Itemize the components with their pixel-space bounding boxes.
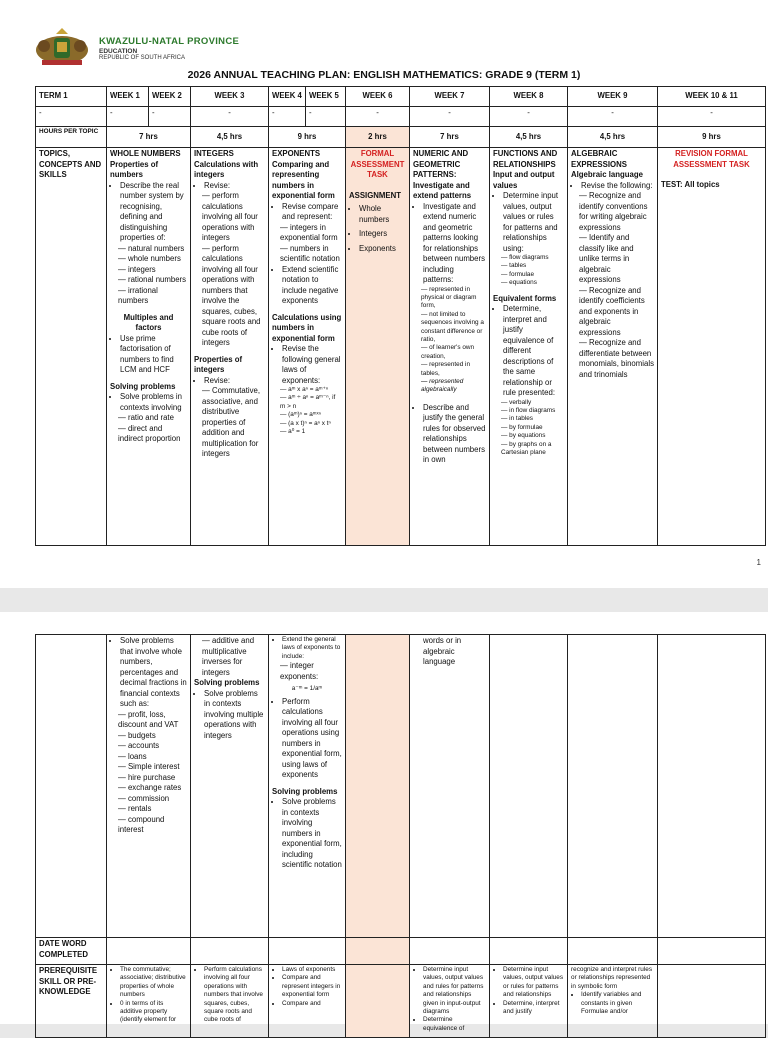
topics-label: TOPICS, CONCEPTS AND SKILLS — [36, 148, 107, 546]
teaching-plan-table — [35, 86, 766, 546]
exponent-law: — aᵐ ÷ aⁿ = aᵐ⁻ⁿ, if m > n — [280, 394, 342, 411]
dash-item: — whole numbers — [118, 254, 187, 265]
date-cell[interactable] — [490, 938, 568, 965]
bullet-item: • Determine, interpret and justify equivalence of different descriptions of the same relationship or rule presented: — [503, 304, 564, 399]
dash-item: — integers in exponential form — [280, 223, 342, 244]
bullet-item: • Revise compare and represent: — [282, 202, 342, 223]
bullet-item: • Solve problems in contexts involving — [120, 392, 187, 413]
dash-item: — represented algebraically — [421, 378, 486, 395]
prerequisite-label: PREREQUISITE SKILL OR PRE-KNOWLEDGE — [36, 965, 107, 1038]
document-title: 2026 ANNUAL TEACHING PLAN: ENGLISH MATHEMATICS: GRADE 9 (TERM 1) — [187, 69, 581, 81]
dash-item: — commission — [118, 794, 187, 805]
subtopic-heading: Calculations using numbers in exponential form — [272, 312, 342, 343]
department-name — [99, 48, 185, 62]
prereq-w1011 — [658, 965, 766, 1038]
dash-item: — rational numbers — [118, 275, 187, 286]
dash-item: — in flow diagrams — [501, 407, 564, 415]
date-cell[interactable] — [191, 938, 269, 965]
dash-item: — hire purchase — [118, 773, 187, 784]
prereq-w12 — [107, 965, 191, 1038]
dept-line-2: REPUBLIC OF SOUTH AFRICA — [99, 55, 186, 61]
hours-w1011: 9 hrs — [658, 127, 766, 148]
dash-cell: - — [191, 107, 269, 127]
province-name: KWAZULU-NATAL PROVINCE — [99, 36, 240, 47]
topic-formal-assessment — [346, 148, 410, 546]
bullet-item: • Use prime factorisation of numbers to find LCM and HCF — [120, 334, 187, 376]
dash-item: — Recognize and differentiate between monomials, binomials and trinomials — [579, 338, 654, 380]
dash-cell: - — [269, 107, 306, 127]
assessment-item: • Integers — [359, 229, 406, 240]
topic-heading: FUNCTIONS AND RELATIONSHIPS — [493, 149, 558, 169]
prereq-w45 — [269, 965, 346, 1038]
subtopic-heading: Solving problems — [272, 786, 338, 796]
bullet-item: • Revise: — [204, 181, 265, 192]
hours-w45: 9 hrs — [269, 127, 346, 148]
dash-item: — additive and multiplicative inverses for integers — [202, 636, 265, 678]
assessment-item: • Whole numbers — [359, 204, 406, 225]
col-week-2: WEEK 2 — [149, 87, 191, 107]
topic-functions-cont — [490, 635, 568, 938]
bullet-item: • Extend the general laws of exponents to include: — [282, 636, 342, 661]
page-number: 1 — [756, 558, 761, 567]
dash-item: — rentals — [118, 804, 187, 815]
bullet-item: • Identify variables and constants in given Formulae and/or — [581, 991, 654, 1016]
dash-item: — represented in tables, — [421, 361, 486, 378]
dash-item: — perform calculations involving all four operations with integers — [202, 191, 265, 244]
dash-item: — verbally — [501, 399, 564, 407]
dash-cell: - — [658, 107, 766, 127]
topic-heading: EXPONENTS — [272, 149, 321, 158]
bullet-item: • Solve problems that involve whole numbers, percentages and decimal fractions in financial contexts such as: — [120, 636, 187, 710]
exponent-law: — a⁰ = 1 — [280, 428, 342, 436]
prereq-w7 — [410, 965, 490, 1038]
hours-w6: 2 hrs — [346, 127, 410, 148]
dash-item: — formulae — [501, 271, 564, 279]
bullet-item: • Determine, interpret and justify — [503, 1000, 564, 1017]
bullet-item: • Solve problems in contexts involving numbers in exponential form, including scientific notation — [282, 797, 342, 871]
prereq-w9 — [568, 965, 658, 1038]
exponent-formula: a⁻ᵐ = 1/aᵐ — [291, 685, 323, 693]
dash-item: — by equations — [501, 432, 564, 440]
topics-continued-row — [36, 635, 766, 938]
subtopic-heading: Investigate and extend patterns — [413, 180, 472, 200]
topic-revision-cont — [658, 635, 766, 938]
prereq-w3 — [191, 965, 269, 1038]
subtopic-heading: Comparing and representing numbers in exponential form — [272, 159, 335, 200]
date-cell[interactable] — [568, 938, 658, 965]
dash-cell: - — [346, 107, 410, 127]
topic-heading: NUMERIC AND GEOMETRIC PATTERNS: — [413, 149, 469, 179]
continued-text: words or in algebraic language — [423, 636, 462, 666]
dash-cell: - — [490, 107, 568, 127]
dash-item: — represented in physical or diagram form, — [421, 286, 486, 311]
prereq-w6 — [346, 965, 410, 1038]
dash-item: — exchange rates — [118, 783, 187, 794]
exponent-law: — (aᵐ)ⁿ = aᵐˣⁿ — [280, 411, 342, 419]
dept-line-1: EDUCATION — [99, 48, 138, 55]
exponent-law: — aᵐ x aⁿ = aᵐ⁺ⁿ — [280, 386, 342, 394]
dash-cell: - — [410, 107, 490, 127]
bullet-item: • Revise the following general laws of exponents: — [282, 344, 342, 386]
dash-cell: - — [36, 107, 107, 127]
col-week-6: WEEK 6 — [346, 87, 410, 107]
prereq-w8 — [490, 965, 568, 1038]
col-term: TERM 1 — [36, 87, 107, 107]
hours-w7: 7 hrs — [410, 127, 490, 148]
week-header-row — [36, 87, 766, 107]
bullet-item: • Determine input values, output values or rules for patterns and relationships — [503, 966, 564, 1000]
formal-assessment-cont — [346, 635, 410, 938]
topic-algebraic-expressions — [568, 148, 658, 546]
date-cell[interactable] — [107, 938, 191, 965]
bullet-item: • Describe the real number system by recognising, defining and distinguishing properties of: — [120, 181, 187, 244]
assessment-item: • Exponents — [359, 244, 406, 255]
date-cell[interactable] — [269, 938, 346, 965]
bullet-item: • Revise: — [204, 376, 265, 387]
topic-heading: ALGEBRAIC EXPRESSIONS — [571, 149, 627, 169]
test-heading: TEST: All topics — [661, 180, 720, 189]
page-2 — [0, 612, 768, 1032]
dash-item: — compound interest — [118, 815, 187, 836]
bullet-item: • Perform calculations involving all four operations with numbers that involve squares, cubes, square roots and cube roots of — [204, 966, 265, 1025]
dash-cell: - — [107, 107, 149, 127]
topic-functions — [490, 148, 568, 546]
topic-whole-numbers — [107, 148, 191, 546]
date-cell[interactable] — [410, 938, 490, 965]
hours-w3: 4,5 hrs — [191, 127, 269, 148]
topic-exponents — [269, 148, 346, 546]
topics-row — [36, 148, 766, 546]
revision-heading: REVISION FORMAL ASSESSMENT TASK — [673, 149, 750, 169]
col-week-7: WEEK 7 — [410, 87, 490, 107]
assessment-heading: FORMAL ASSESSMENT TASK — [350, 149, 405, 179]
dash-item: — natural numbers — [118, 244, 187, 255]
col-week-10-11: WEEK 10 & 11 — [658, 87, 766, 107]
col-week-9: WEEK 9 — [568, 87, 658, 107]
dash-item: — tables — [501, 262, 564, 270]
dash-item: — ratio and rate — [118, 413, 187, 424]
col-week-3: WEEK 3 — [191, 87, 269, 107]
subtopic-heading: Calculations with integers — [194, 159, 259, 179]
dash-item: — in tables — [501, 415, 564, 423]
dash-item: — by formulae — [501, 424, 564, 432]
dash-item: — not limited to sequences involving a constant difference or ratio, — [421, 311, 486, 345]
date-cell[interactable] — [658, 938, 766, 965]
prerequisite-row — [36, 965, 766, 1038]
topic-heading: INTEGERS — [194, 149, 234, 158]
dash-cell: - — [306, 107, 346, 127]
subtopic-heading: Properties of numbers — [110, 159, 159, 179]
bullet-item: • 0 in terms of its additive property (identify element for — [120, 1000, 187, 1025]
col-week-4: WEEK 4 — [269, 87, 306, 107]
dash-item: — equations — [501, 279, 564, 287]
topic-exponents-cont — [269, 635, 346, 938]
dash-item: — of learner's own creation, — [421, 344, 486, 361]
bullet-item: • Revise the following: — [581, 181, 654, 192]
dash-item: — Simple interest — [118, 762, 187, 773]
date-cell[interactable] — [346, 938, 410, 965]
topic-integers-cont — [191, 635, 269, 938]
dash-item: — irrational numbers — [118, 286, 187, 307]
dash-item: — budgets — [118, 731, 187, 742]
topic-revision — [658, 148, 766, 546]
hours-w9: 4,5 hrs — [568, 127, 658, 148]
exponent-law: — (a x t)ⁿ = aⁿ x tⁿ — [280, 420, 342, 428]
dash-item: — Identify and classify like and unlike terms in algebraic expressions — [579, 233, 654, 286]
bullet-item: • Solve problems in contexts involving multiple operations with integers — [204, 689, 265, 742]
hours-row — [36, 127, 766, 148]
subtopic-heading: Algebraic language — [571, 170, 643, 179]
dash-item: — profit, loss, discount and VAT — [118, 710, 187, 731]
dash-item: — integer exponents: — [280, 661, 342, 682]
dash-item: — flow diagrams — [501, 254, 564, 262]
dash-cell: - — [149, 107, 191, 127]
bullet-item: • Extend scientific notation to include negative exponents — [282, 265, 342, 307]
empty-label-cell — [36, 635, 107, 938]
topic-patterns-cont — [410, 635, 490, 938]
prereq-text: recognize and interpret rules or relationships represented in symbolic form — [571, 966, 653, 990]
bullet-item: • Determine equivalence of — [423, 1016, 486, 1033]
bullet-item: • Describe and justify the general rules for observed relationships between numbers in own — [423, 403, 486, 466]
kzn-coat-of-arms-logo — [32, 26, 92, 68]
bullet-item: • Compare and — [282, 1000, 342, 1008]
bullet-item: • The commutative; associative; distributive properties of whole numbers — [120, 966, 187, 1000]
dates-row — [36, 107, 766, 127]
dash-item: — numbers in scientific notation — [280, 244, 342, 265]
bullet-item: • Determine input values, output values and rules for patterns and relationships given in input-output diagrams — [423, 966, 486, 1016]
dash-item: — Recognize and identify conventions for writing algebraic expressions — [579, 191, 654, 233]
dash-item: — perform calculations involving all four operations with numbers that involve the squares, cubes, square roots and cube roots of integers — [202, 244, 265, 349]
dash-item: — by graphs on a Cartesian plane — [501, 441, 564, 458]
bullet-item: • Laws of exponents — [282, 966, 342, 974]
topic-algebra-cont — [568, 635, 658, 938]
subtopic-heading: Solving problems — [110, 381, 176, 391]
dash-item: — integers — [118, 265, 187, 276]
assignment-heading: ASSIGNMENT — [349, 190, 401, 200]
subtopic-heading: Properties of integers — [194, 354, 243, 374]
date-completed-label: DATE WORD COMPLETED — [36, 938, 107, 965]
subtopic-heading: Equivalent forms — [493, 293, 557, 303]
dash-item: — direct and indirect proportion — [118, 424, 187, 445]
subtopic-heading: Multiples and factors — [123, 312, 174, 332]
topic-heading: WHOLE NUMBERS — [110, 149, 181, 158]
hours-w12: 7 hrs — [107, 127, 191, 148]
teaching-plan-table-continued — [35, 634, 766, 1038]
dash-item: — loans — [118, 752, 187, 763]
bullet-item: • Compare and represent integers in exponential form — [282, 974, 342, 999]
col-week-1: WEEK 1 — [107, 87, 149, 107]
col-week-5: WEEK 5 — [306, 87, 346, 107]
subtopic-heading: Solving problems — [194, 678, 260, 687]
bullet-item: • Investigate and extend numeric and geometric patterns looking for relationships between numbers including patterns: — [423, 202, 486, 286]
hours-w8: 4,5 hrs — [490, 127, 568, 148]
dash-item: — Commutative, associative, and distributive properties of addition and multiplication for integers — [202, 386, 265, 460]
hours-label: HOURS PER TOPIC — [36, 127, 107, 148]
topic-patterns — [410, 148, 490, 546]
date-completed-row — [36, 938, 766, 965]
bullet-item: • Perform calculations involving all four operations using numbers in exponential form, using laws of exponents — [282, 697, 342, 781]
topic-whole-numbers-cont — [107, 635, 191, 938]
dash-cell: - — [568, 107, 658, 127]
col-week-8: WEEK 8 — [490, 87, 568, 107]
dash-item: — accounts — [118, 741, 187, 752]
dash-item: — Recognize and identify coefficients and exponents in algebraic expressions — [579, 286, 654, 339]
bullet-item: • Determine input values, output values or rules for patterns and relationships using: — [503, 191, 564, 254]
subtopic-heading: Input and output values — [493, 170, 555, 190]
topic-integers — [191, 148, 269, 546]
